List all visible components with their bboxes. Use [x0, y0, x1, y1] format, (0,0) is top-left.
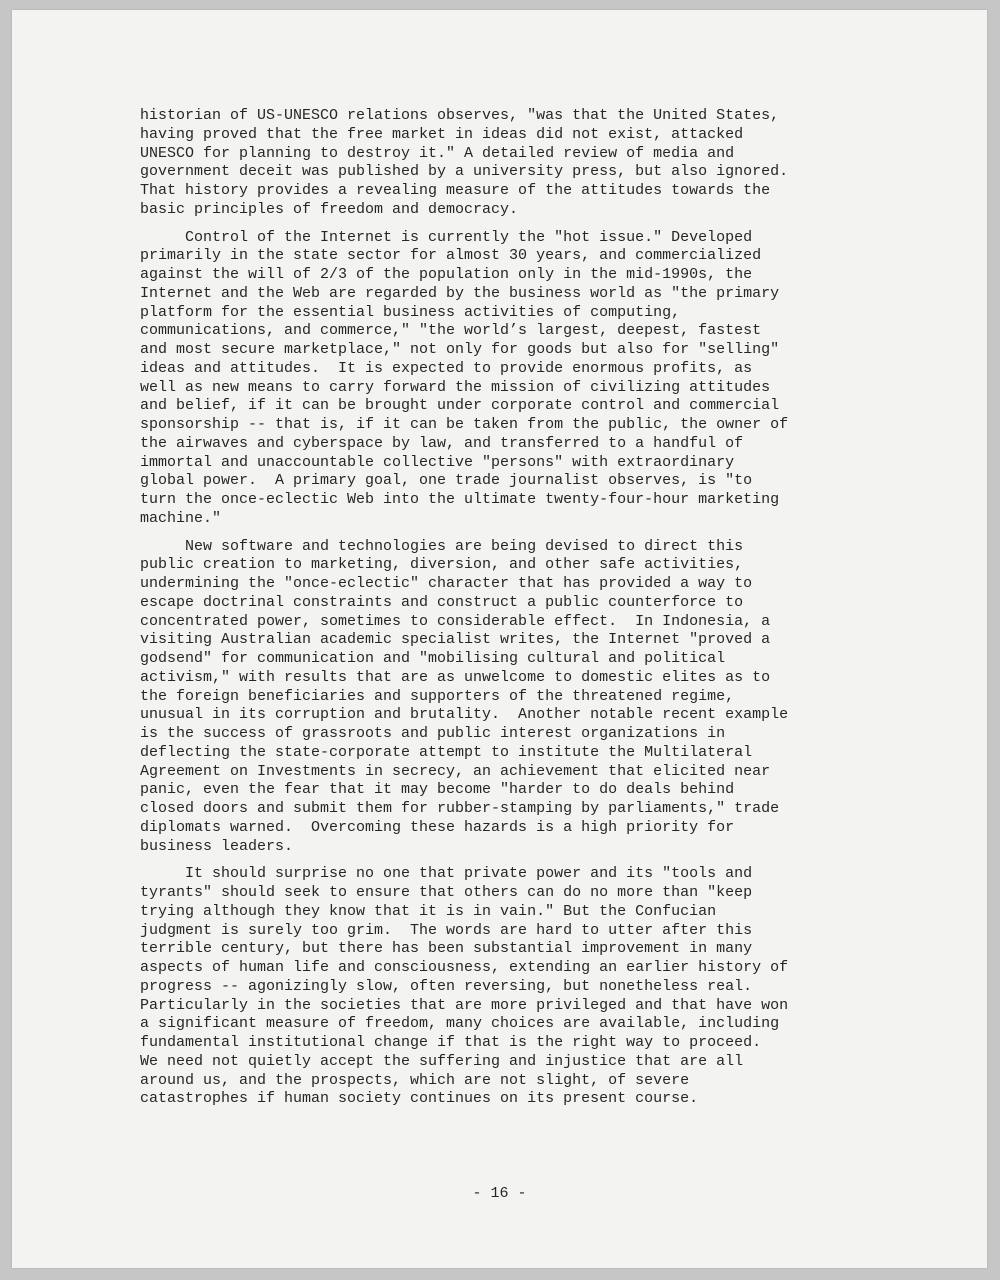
text-line: Agreement on Investments in secrecy, an achievement that elicited near — [140, 762, 771, 780]
paragraph — [140, 229, 850, 529]
text-line: is the success of grassroots and public interest organizations in — [140, 725, 726, 742]
text-line: platform for the essential business activities of computing, — [140, 303, 681, 321]
document-page — [12, 10, 987, 1268]
text-line: New software and technologies are being devised to direct this — [140, 537, 744, 555]
document-body — [140, 107, 850, 1118]
paragraph — [140, 865, 850, 1109]
text-line: unusual in its corruption and brutality. Another notable recent example — [140, 706, 789, 724]
text-line: and most secure marketplace," not only for goods but also for "selling" — [140, 341, 780, 358]
text-line: escape doctrinal constraints and construct a public counterforce to — [140, 593, 744, 611]
text-line: fundamental institutional change if that is the right way to proceed. — [140, 1034, 762, 1051]
text-line: sponsorship -- that is, if it can be taken from the public, the owner of — [140, 416, 789, 433]
text-line: activism," with results that are as unwelcome to domestic elites as to — [140, 668, 771, 686]
text-line: It should surprise no one that private power and its "tools and — [140, 865, 753, 883]
text-line: diplomats warned. Overcoming these hazards is a high priority for — [140, 818, 735, 836]
text-line: aspects of human life and consciousness, extending an earlier history of — [140, 959, 789, 976]
text-line: having proved that the free market in ideas did not exist, attacked — [140, 125, 744, 143]
text-line: the foreign beneficiaries and supporters of the threatened regime, — [140, 687, 735, 705]
text-line: terrible century, but there has been substantial improvement in many — [140, 940, 753, 958]
text-line: catastrophes if human society continues on its present course. — [140, 1090, 699, 1108]
text-line: against the will of 2/3 of the population only in the mid-1990s, the — [140, 266, 753, 283]
text-line: visiting Australian academic specialist writes, the Internet "proved a — [140, 631, 771, 649]
text-line: public creation to marketing, diversion, and other safe activities, — [140, 556, 744, 574]
text-line: the airwaves and cyberspace by law, and transferred to a handful of — [140, 434, 744, 452]
text-line: Internet and the Web are regarded by the business world as "the primary — [140, 284, 780, 302]
text-line: and belief, if it can be brought under corporate control and commercial — [140, 397, 780, 415]
text-line: Control of the Internet is currently the "hot issue." Developed — [140, 228, 753, 246]
text-line: Particularly in the societies that are more privileged and that have won — [140, 996, 789, 1014]
text-line: ideas and attitudes. It is expected to provide enormous profits, as — [140, 359, 753, 377]
text-line: basic principles of freedom and democracy. — [140, 200, 519, 218]
text-line: historian of US-UNESCO relations observes, "was that the United States, — [140, 107, 780, 124]
text-line: immortal and unaccountable collective "persons" with extraordinary — [140, 453, 735, 471]
text-line: trying although they know that it is in vain." But the Confucian — [140, 902, 717, 920]
text-line: deflecting the state-corporate attempt to institute the Multilateral — [140, 743, 753, 761]
text-line: around us, and the prospects, which are not slight, of severe — [140, 1071, 690, 1089]
page-number: - 16 - — [472, 1185, 527, 1202]
text-line: panic, even the fear that it may become "harder to do deals behind — [140, 781, 735, 799]
text-line: progress -- agonizingly slow, often reversing, but nonetheless real. — [140, 977, 753, 995]
paragraph — [140, 107, 850, 220]
text-line: primarily in the state sector for almost 30 years, and commercialized — [140, 247, 762, 265]
text-line: We need not quietly accept the suffering and injustice that are all — [140, 1052, 744, 1070]
text-line: a significant measure of freedom, many choices are available, including — [140, 1015, 780, 1033]
text-line: UNESCO for planning to destroy it." A detailed review of media and — [140, 144, 735, 162]
text-line: turn the once-eclectic Web into the ultimate twenty-four-hour marketing — [140, 491, 780, 508]
text-line: government deceit was published by a university press, but also ignored. — [140, 163, 789, 181]
text-line: machine." — [140, 509, 222, 527]
text-line: undermining the "once-eclectic" character that has provided a way to — [140, 575, 753, 592]
text-line: communications, and commerce," "the world’s largest, deepest, fastest — [140, 322, 762, 340]
text-line: judgment is surely too grim. The words are hard to utter after this — [140, 921, 753, 939]
text-line: godsend" for communication and "mobilising cultural and political — [140, 650, 726, 667]
text-line: global power. A primary goal, one trade journalist observes, is "to — [140, 472, 753, 490]
text-line: tyrants" should seek to ensure that others can do no more than "keep — [140, 884, 753, 901]
text-line: business leaders. — [140, 837, 294, 855]
text-line: closed doors and submit them for rubber-stamping by parliaments," trade — [140, 800, 780, 817]
text-line: well as new means to carry forward the mission of civilizing attitudes — [140, 378, 771, 396]
paragraph — [140, 538, 850, 857]
text-line: concentrated power, sometimes to considerable effect. In Indonesia, a — [140, 612, 771, 630]
text-line: That history provides a revealing measure of the attitudes towards the — [140, 182, 771, 199]
